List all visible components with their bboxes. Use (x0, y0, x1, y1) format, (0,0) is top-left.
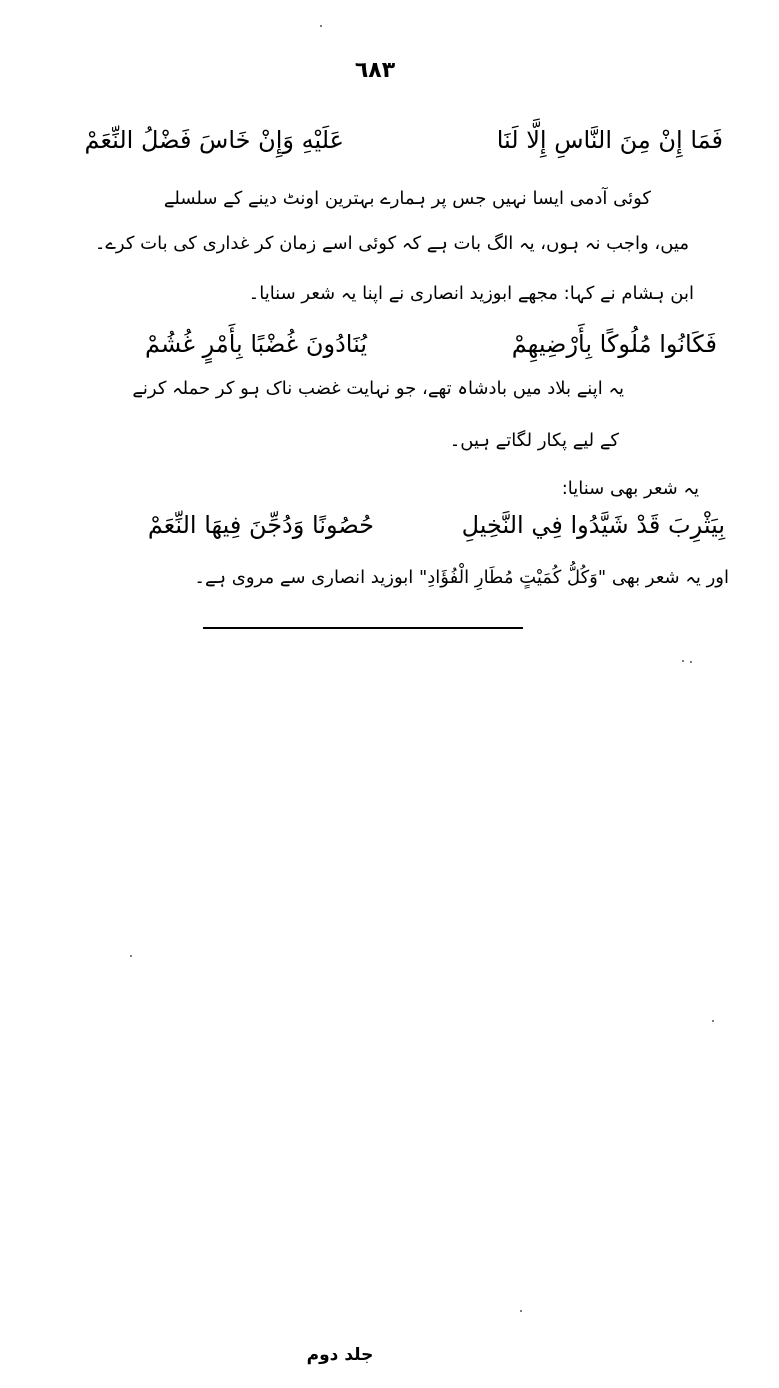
verse-1-hemistich-right: فَمَا إِنْ مِنَ النَّاسِ إِلَّا لَنَا (496, 126, 723, 154)
prose-line-3: ابن ہشام نے کہا: مجھے ابوزید انصاری نے اپنا یہ شعر سنایا۔ (248, 283, 694, 304)
verse-2-hemistich-left: يُنَادُونَ غُضْبًا بِأَمْرٍ غُشُمْ (145, 330, 367, 358)
scan-speck (130, 955, 132, 957)
prose-line-7: اور یہ شعر بھی "وَكُلُّ كُمَيْتٍ مُطَارِ الْفُؤَادِ" ابوزید انصاری سے مروی ہے۔ (194, 567, 729, 588)
scan-speck (520, 1310, 522, 1312)
verse-2-hemistich-right: فَكَانُوا مُلُوكًا بِأَرْضِيهِمْ (511, 330, 717, 358)
section-divider (203, 627, 523, 629)
scan-speck (682, 660, 684, 662)
prose-line-4: یہ اپنے بلاد میں بادشاہ تھے، جو نہایت غضب ناک ہو کر حملہ کرنے (132, 378, 624, 399)
scan-speck (712, 1020, 714, 1022)
scan-speck (320, 25, 322, 27)
prose-line-5: کے لیے پکار لگاتے ہیں۔ (449, 430, 619, 451)
verse-1-hemistich-left: عَلَيْهِ وَإِنْ خَاسَ فَضْلُ النِّعَمْ (84, 126, 344, 154)
page-number: ٦٨٣ (354, 58, 396, 83)
verse-3-hemistich-right: بِيَثْرِبَ قَدْ شَيَّدُوا فِي النَّخِيلِ (461, 511, 725, 539)
prose-line-2: میں، واجب نہ ہوں، یہ الگ بات ہے کہ کوئی اسے زمان کر غداری کی بات کرے۔ (94, 233, 689, 254)
scan-speck (690, 661, 692, 663)
verse-3-hemistich-left: حُصُونًا وَدُجِّنَ فِيهَا النِّعَمْ (147, 511, 374, 539)
prose-line-1: کوئی آدمی ایسا نہیں جس پر ہمارے بہترین اونٹ دینے کے سلسلے (163, 188, 651, 209)
prose-line-6: یہ شعر بھی سنایا: (561, 478, 699, 499)
footer-volume-label: جلد دوم (306, 1345, 374, 1365)
